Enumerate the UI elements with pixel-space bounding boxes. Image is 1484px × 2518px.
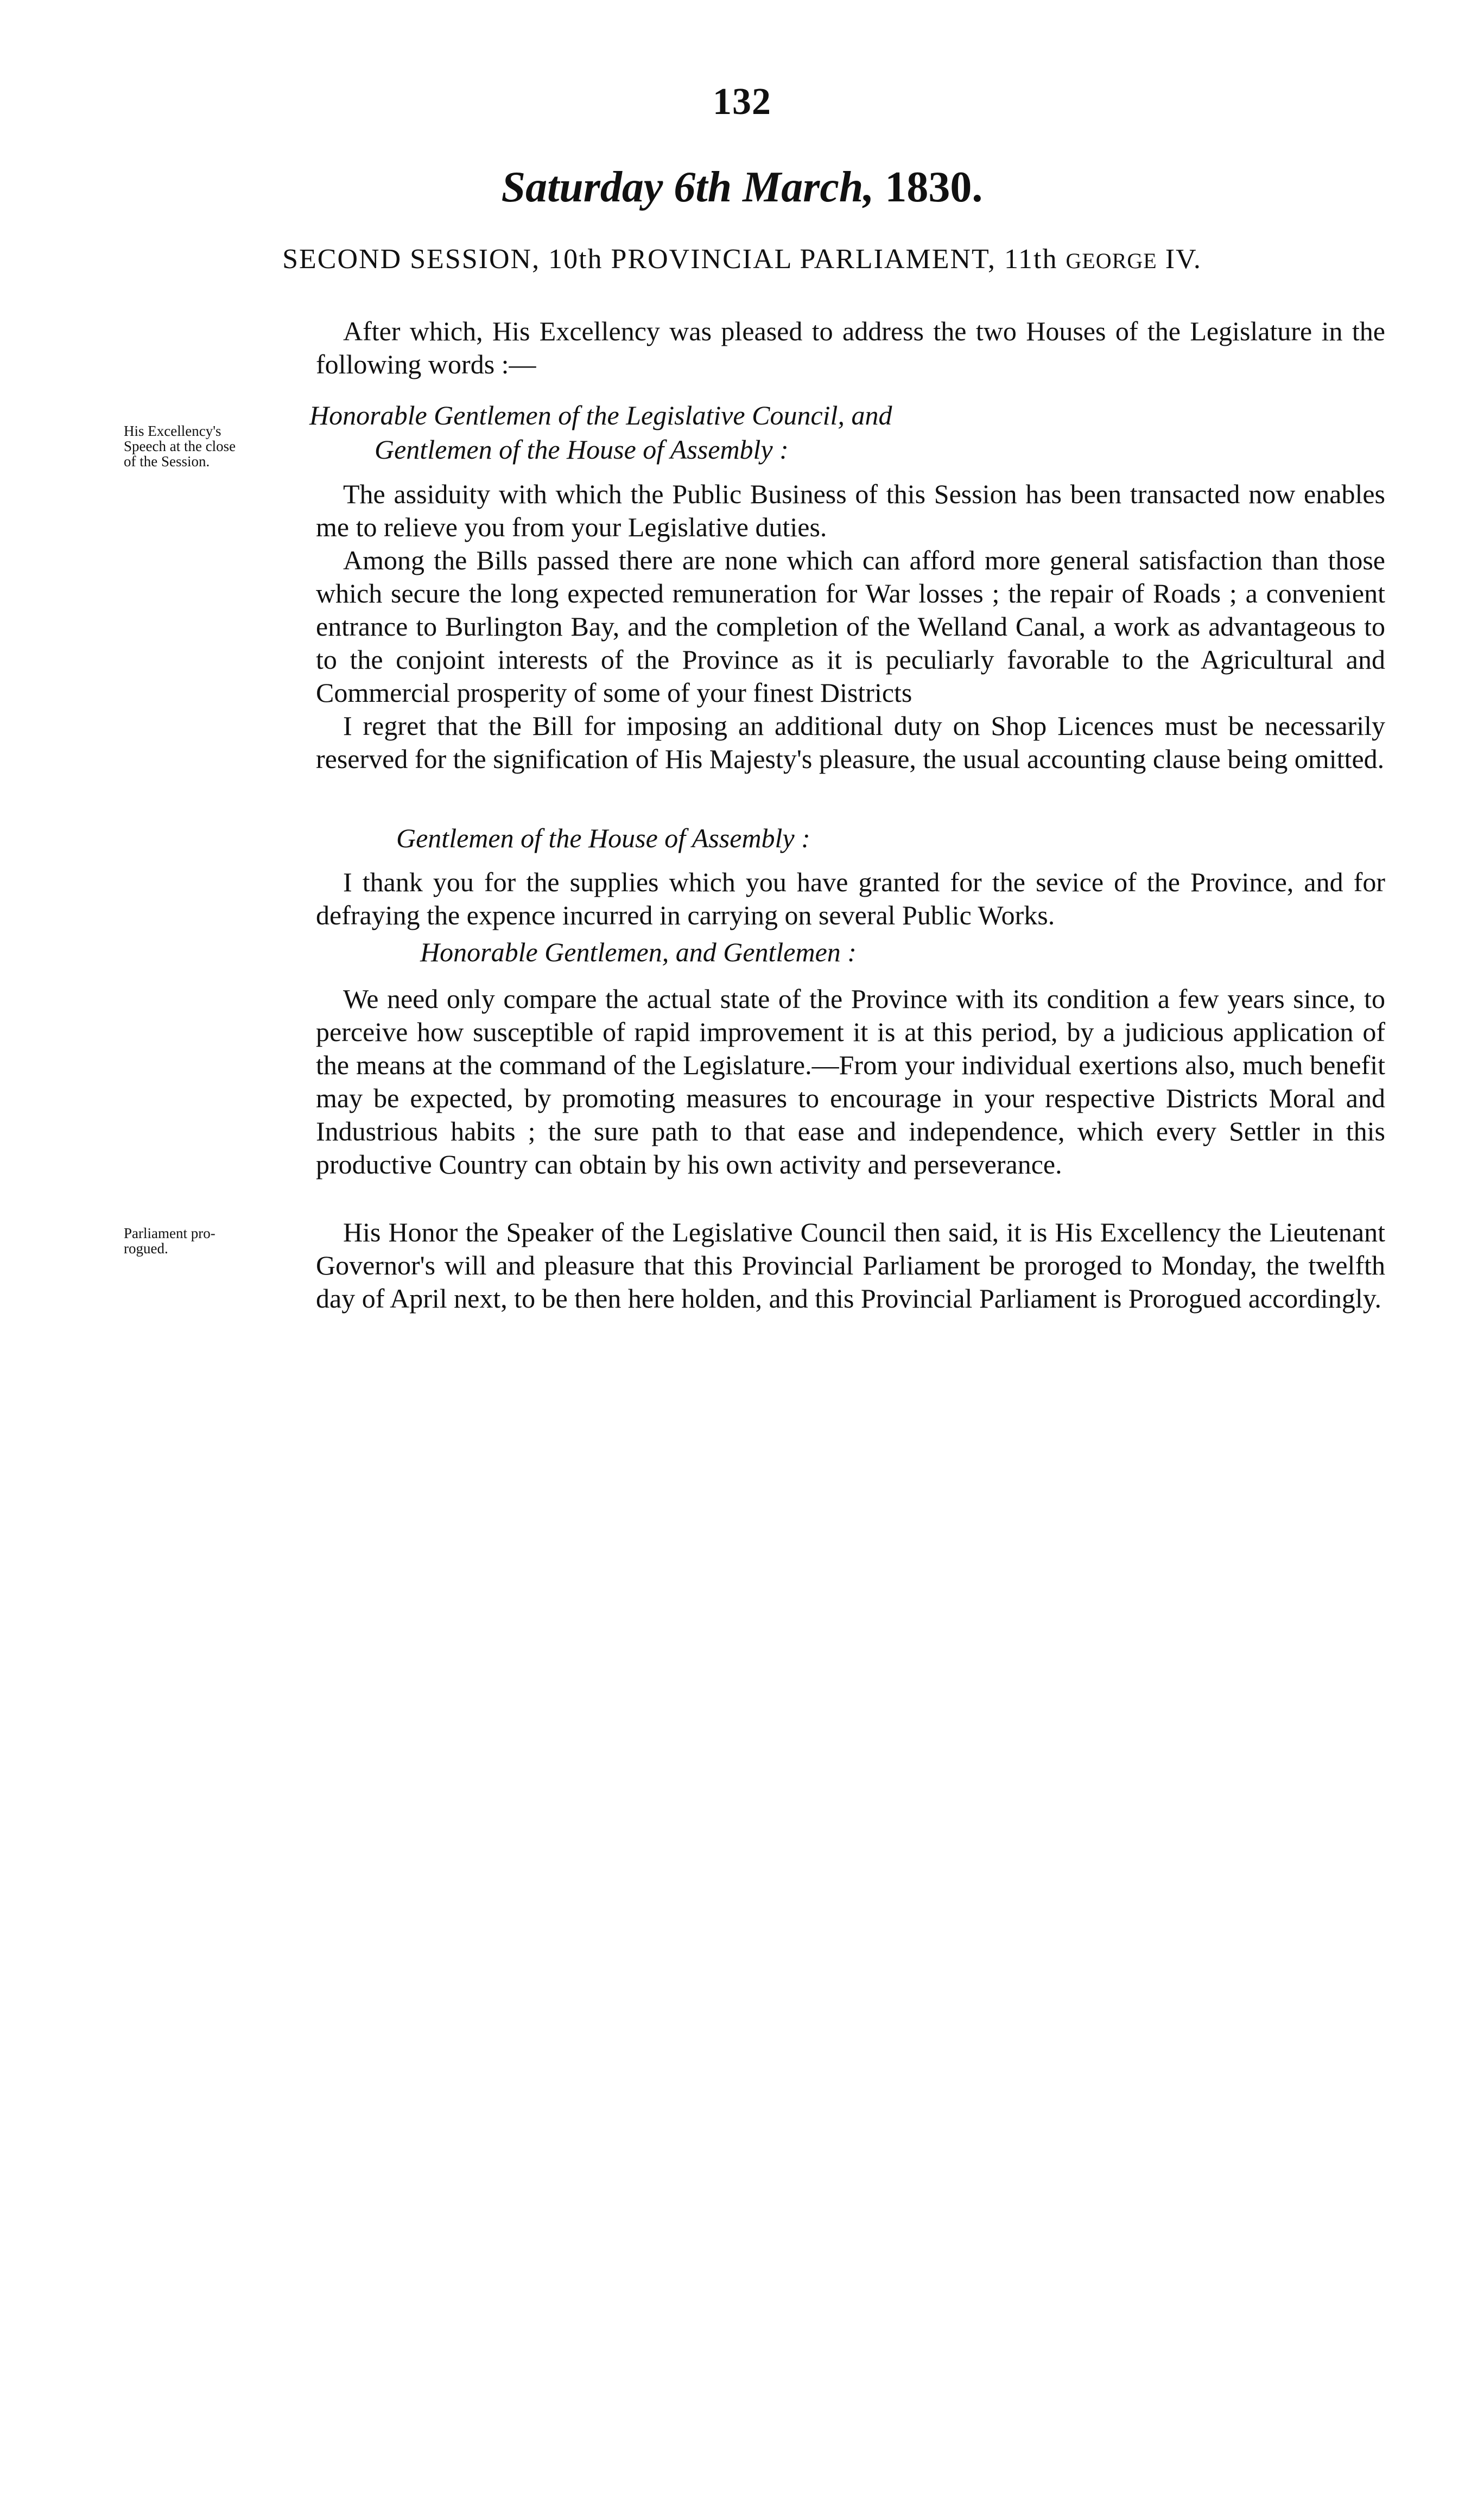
date-heading-year: 1830. xyxy=(874,163,983,211)
page-number: 132 xyxy=(713,81,771,123)
session-heading-end: IV. xyxy=(1157,244,1202,275)
paragraph-bills: Among the Bills passed there are none which can afford more general satisfaction than those which secure the long expected remuneration for War losses ; the repair of Roads ; a convenient entrance to Burlington Bay, and the completion of the Welland Canal, a work as advantageous to to the conjoint interests of the Province as it is peculiarly favorable to the Agricultural and Commercial prosperity of some of your finest Districts xyxy=(316,545,1385,708)
session-heading-king: GEORGE xyxy=(1066,249,1157,273)
speech-block-2 xyxy=(316,866,1385,932)
date-heading xyxy=(0,163,1484,212)
salutation-both: Honorable Gentlemen, and Gentlemen : xyxy=(420,937,857,967)
intro-paragraph: After which, His Excellency was pleased to address the two Houses of the Legislature in the following words :— xyxy=(316,316,1385,379)
speech-block-1 xyxy=(316,478,1385,776)
margin-note-line: His Excellency's xyxy=(124,423,221,439)
margin-note-speech xyxy=(124,423,297,469)
prorogation-block xyxy=(316,1216,1385,1315)
paragraph-assiduity: The assiduity with which the Public Business of this Session has been transacted now enables me to relieve you from your Legislative duties. xyxy=(316,479,1385,542)
salutation-council: Honorable Gentlemen of the Legislative Council, and xyxy=(309,400,892,430)
address-intro xyxy=(316,315,1385,381)
margin-note-line: Speech at the close xyxy=(124,438,236,454)
date-heading-day: Saturday 6th March, xyxy=(501,163,874,211)
margin-note-prorogued xyxy=(124,1226,297,1256)
session-heading xyxy=(0,243,1484,275)
salutation-assembly: Gentlemen of the House of Assembly : xyxy=(375,434,789,465)
salutation-assembly-2: Gentlemen of the House of Assembly : xyxy=(396,823,810,853)
margin-note-line: of the Session. xyxy=(124,453,210,470)
paragraph-prorogation: His Honor the Speaker of the Legislative Council then said, it is His Excellency the Lieutenant Governor's will and pleasure that this Provincial Parliament be proroged to Monday, the twelfth day of April next, to be then here holden, and this Provincial Parliament is Prorogued accordingly. xyxy=(316,1217,1385,1314)
paragraph-improvement: We need only compare the actual state of the Province with its condition a few years since, to perceive how susceptible of rapid improvement it is at this period, by a judicious application of the means at the command of the Legislature.—From your individual exertions also, much benefit may be expected, by promoting measures to encourage in your respective Districts Moral and Industrious habits ; the sure path to that ease and independence, which every Settler in this productive Country can obtain by his own activity and perseverance. xyxy=(316,984,1385,1179)
margin-note-line: Parliament pro- xyxy=(124,1225,215,1241)
speech-block-3 xyxy=(316,982,1385,1181)
margin-note-line: rogued. xyxy=(124,1240,168,1257)
paragraph-supplies: I thank you for the supplies which you have granted for the sevice of the Province, and for defraying the expence incurred in carrying on several Public Works. xyxy=(316,867,1385,930)
paragraph-licences: I regret that the Bill for imposing an additional duty on Shop Licences must be necessarily reserved for the signification of His Majesty's pleasure, the usual accounting clause being omitted. xyxy=(316,711,1385,774)
session-heading-main: SECOND SESSION, 10th PROVINCIAL PARLIAMENT, 11th xyxy=(282,244,1066,275)
